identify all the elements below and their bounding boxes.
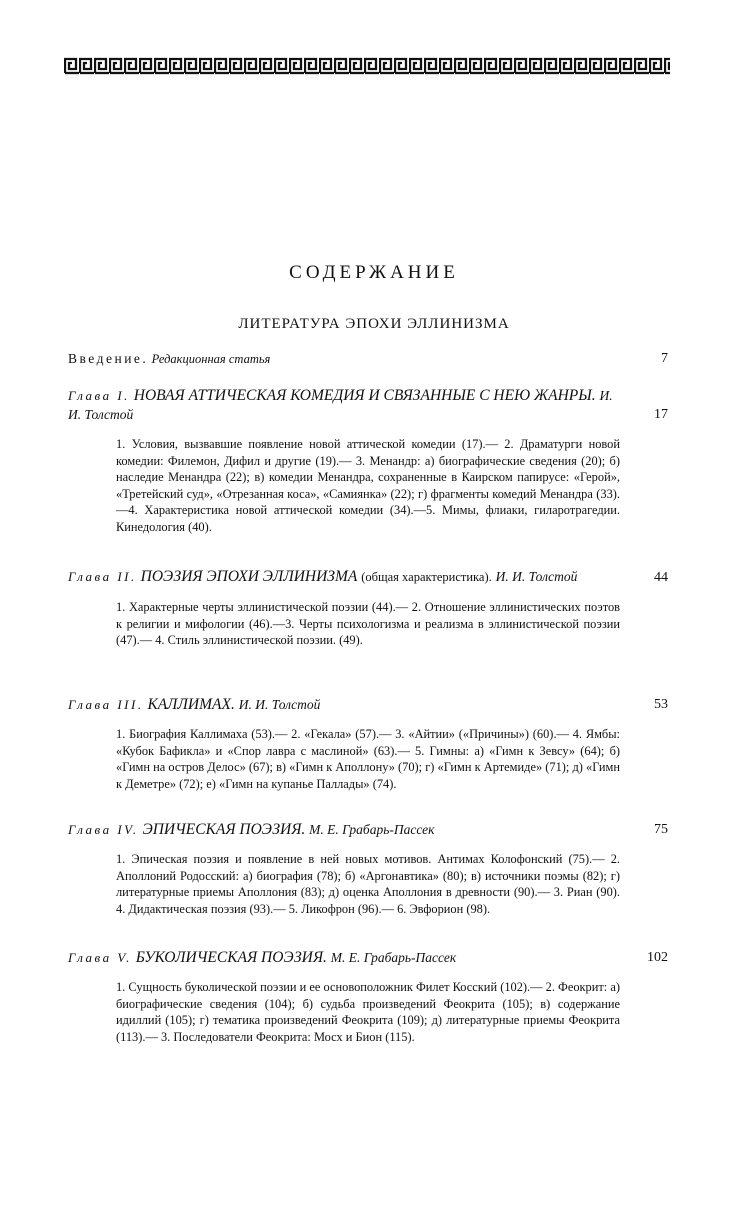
chapter-label: Глава IV. xyxy=(68,822,139,837)
toc-entry-chapter-3[interactable] xyxy=(68,695,668,792)
chapter-summary: 1. Сущность буколической поэзии и ее основоположник Филет Косский (102).— 2. Феокрит: а) биографические сведения (104); б) судьба произведений Феокрита (105); в) содержание идиллий (105); г) тематика произведений Феокрита (109); д) литературные приемы Феокрита (113).— 3. Последователи Феокрита: Мосх и Бион (115). xyxy=(116,980,620,1044)
section-title: ЛИТЕРАТУРА ЭПОХИ ЭЛЛИНИЗМА xyxy=(238,316,510,332)
chapter-label: Глава V. xyxy=(68,950,132,965)
chapter-summary: 1. Условия, вызвавшие появление новой аттической комедии (17).— 2. Драматурги новой комедии: Филемон, Дифил и другие (19).— 3. Менандр: а) биографические сведения (20); б) наследие Менандра (22); в) комедии Менандра, сохраненные в Каирском папирусе: «Герой», «Третейский суд», «Отрезанная коса», «Самиянка» (22); г) фрагменты комедий Менандра (33).—4. Характеристика новой аттической комедии (34).—5. Мимы, флиаки, гиларотрагедии. Кинедология (40). xyxy=(116,437,620,534)
chapter-title: ПОЭЗИЯ ЭПОХИ ЭЛЛИНИЗМА xyxy=(140,568,358,585)
chapter-page-number: 102 xyxy=(647,950,668,965)
chapter-label: Глава II. xyxy=(68,569,137,584)
chapter-author: М. Е. Грабарь-Пассек xyxy=(330,950,457,965)
chapter-page-number: 17 xyxy=(654,407,668,422)
chapter-note: (общая характеристика). xyxy=(361,570,492,584)
chapter-page-number: 44 xyxy=(654,570,668,585)
chapter-author: М. Е. Грабарь-Пассек xyxy=(309,822,435,837)
chapter-author: И. И. Толстой xyxy=(495,569,578,584)
chapter-title: ЭПИЧЕСКАЯ ПОЭЗИЯ. xyxy=(142,821,306,838)
intro-page-number: 7 xyxy=(661,351,668,366)
toc-entry-chapter-5[interactable] xyxy=(68,948,668,1045)
chapter-summary: 1. Эпическая поэзия и появление в ней новых мотивов. Антимах Колофонский (75).— 2. Аполлоний Родосский: а) биография (78); б) «Аргонавтика» (80); в) источники поэмы (82); г) литературные приемы Аполлония (83); д) оценка Аполлония в древности (90).— 3. Риан (90). 4. Дидактическая поэзия (93).— 5. Ликофрон (96).— 6. Эвфорион (98). xyxy=(116,852,620,916)
toc-entry-chapter-4[interactable] xyxy=(68,820,668,917)
intro-author: Редакционная статья xyxy=(151,352,271,366)
contents-title: СОДЕРЖАНИЕ xyxy=(289,262,459,283)
chapter-author: И. И. Толстой xyxy=(238,697,321,712)
chapter-label: Глава III. xyxy=(68,697,144,712)
toc-entry-chapter-1[interactable] xyxy=(68,386,668,535)
toc-entry-intro[interactable] xyxy=(68,350,668,368)
chapter-label: Глава I. xyxy=(68,388,130,403)
greek-key-border xyxy=(64,57,670,75)
chapter-summary: 1. Биография Каллимаха (53).— 2. «Гекала» (57).— 3. «Айтии» («Причины») (60).— 4. Ямбы: «Кубок Бафикла» и «Спор лавра с маслиной» (63).— 5. Гимны: а) «Гимн к Зевсу» (64); б) «Гимн на остров Делос» (67); в) «Гимн к Аполлону» (70); г) «Гимн к Артемиде» (71); д) «Гимн к Деметре» (72); е) «Гимн на купанье Паллады» (74). xyxy=(116,727,620,791)
toc-entry-chapter-2[interactable] xyxy=(68,567,668,649)
intro-label: Введение. xyxy=(68,351,149,366)
chapter-author: И. И. Толстой xyxy=(68,388,613,422)
chapter-summary: 1. Характерные черты эллинистической поэзии (44).— 2. Отношение эллинистических поэтов к религии и мифологии (46).—3. Черты психологизма и реализма в эллинистической поэзии (47).— 4. Стиль эллинистической поэзии. (49). xyxy=(116,600,620,647)
chapter-title: КАЛЛИМАХ. xyxy=(147,696,235,713)
chapter-page-number: 75 xyxy=(654,822,668,837)
chapter-title: НОВАЯ АТТИЧЕСКАЯ КОМЕДИЯ И СВЯЗАННЫЕ С НЕЮ ЖАНРЫ. xyxy=(133,387,596,404)
chapter-title: БУКОЛИЧЕСКАЯ ПОЭЗИЯ. xyxy=(135,949,327,966)
chapter-page-number: 53 xyxy=(654,697,668,712)
